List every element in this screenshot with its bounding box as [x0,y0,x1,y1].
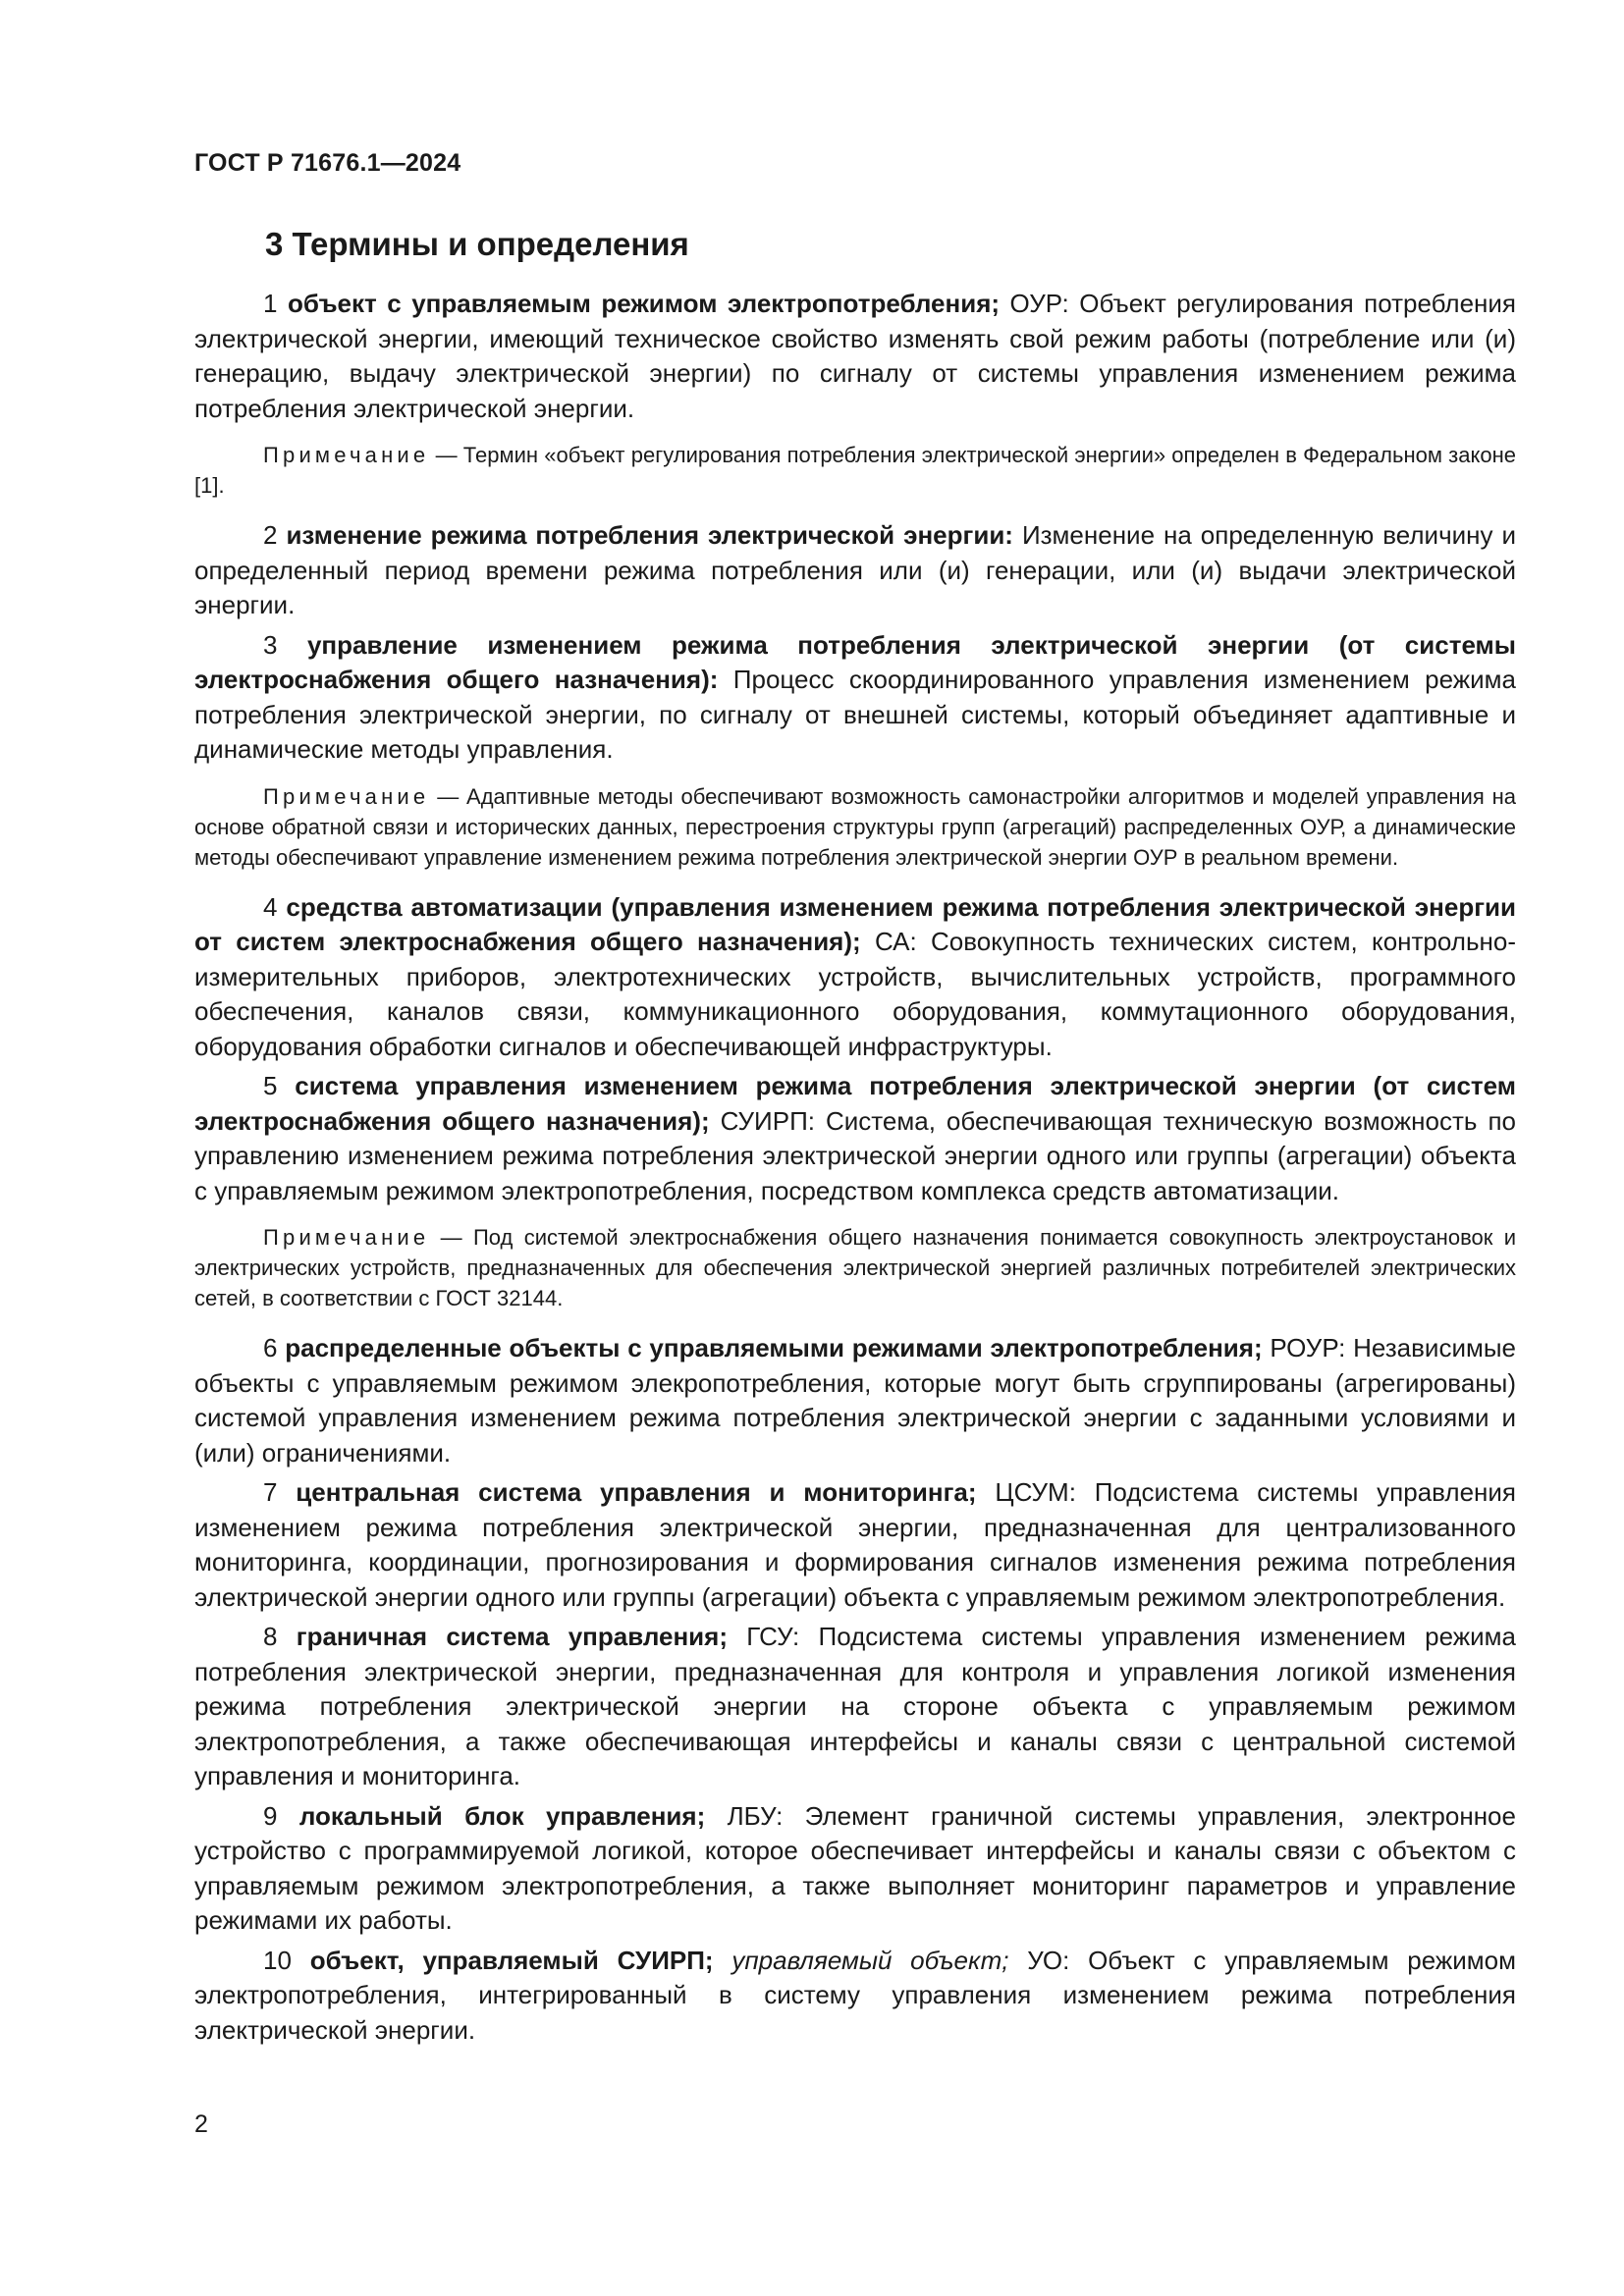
term-text: ОУР: Объект регулирования потребления электрической энергии, имеющий техническое свойство изменять свой режим работы (потребление или (и) генерацию, выдачу электрической энергии) по сигналу от системы управления изменением режима потребления электрической энергии. [194,289,1516,423]
term-text: РОУР: Независимые объекты с управляемым режимом элекропотребления, которые могут быть сгруппированы (агрегированы) системой управления изменением режима потребления электрической энергии с заданными условиями и (или) ограничениями. [194,1333,1516,1468]
term-number: 3 [263,629,278,660]
page-number: 2 [194,2110,208,2138]
term-text: СУИРП: Система, обеспечивающая техническую возможность по управлению изменением режима потребления электрической энергии одного или группы (агрегации) объекта с управляемым режимом электропотребления, посредством комплекса средств автоматизации. [194,1105,1516,1205]
term-definition-4 [194,890,1516,1065]
term-name: управление изменением режима потребления электрической энергии (от системы электроснабжения общего назначения): [194,629,1516,694]
note [194,781,1516,873]
term-definition-6 [194,1331,1516,1470]
term-text: ЛБУ: Элемент граничной системы управления, электронное устройство с программируемой логикой, которое обеспечивает интерфейсы и каналы связи с объектом с управляемым режимом электропотребления, а также выполняет мониторинг параметров и управление режимами их работы. [194,1800,1516,1935]
term-definition-10 [194,1944,1516,2049]
term-name: система управления изменением режима потребления электрической энергии (от систем электроснабжения общего назначения); [194,1071,1516,1136]
term-number: 5 [263,1071,278,1100]
note-label: Примечание [263,443,430,467]
term-definition-2 [194,518,1516,623]
term-name: граничная система управления; [296,1622,728,1651]
note-label: Примечание [263,783,430,809]
term-number: 1 [263,289,278,318]
document-code: ГОСТ Р 71676.1—2024 [194,149,461,177]
term-name: центральная система управления и мониторинга; [296,1477,977,1507]
note-text: — Термин «объект регулирования потребления электрической энергии» определен в Федеральном законе [1]. [194,443,1516,498]
term-synonym: управляемый объект; [713,1945,1009,1975]
term-definition-1 [194,287,1516,426]
term-name: изменение режима потребления электрической энергии: [286,520,1013,550]
term-definition-8 [194,1620,1516,1794]
term-number: 6 [263,1333,278,1362]
term-text: Процесс скоординированного управления изменением режима потребления электрической энергии, по сигналу от внешней системы, который объединяет адаптивные и динамические методы управления. [194,665,1516,764]
note [194,440,1516,501]
note-label: Примечание [263,1225,430,1250]
document-body [194,287,1516,2053]
note-text: — Адаптивные методы обеспечивают возможность самонастройки алгоритмов и моделей управления на основе обратной связи и исторических данных, перестроения структуры групп (агрегаций) распределенных ОУР, а динамические методы обеспечивают управление изменением режима потребления электрической энергии ОУР в реальном времени. [194,783,1516,870]
term-number: 10 [263,1945,292,1975]
term-text: СА: Совокупность технических систем, контрольно-измерительных приборов, электротехнических устройств, вычислительных устройств, программного обеспечения, каналов связи, коммуникационного оборудования, коммутационного оборудования, оборудования обработки сигналов и обеспечивающей инфраструктуры. [194,927,1516,1061]
section-title: 3 Термины и определения [265,226,689,262]
term-definition-7 [194,1475,1516,1615]
term-number: 4 [263,891,278,922]
term-text: ЦСУМ: Подсистема системы управления изменением режима потребления электрической энергии, предназначенная для централизованного мониторинга, координации, прогнозирования и формирования сигналов изменения режима потребления электрической энергии одного или группы (агрегации) объекта с управляемым режимом электропотребления. [194,1477,1516,1612]
note-text: — Под системой электроснабжения общего назначения понимается совокупность электроустановок и электрических устройств, предназначенных для обеспечения электрической энергией различных потребителей электрических сетей, в соответствии с ГОСТ 32144. [194,1225,1516,1310]
term-definition-9 [194,1799,1516,1939]
term-text: Изменение на определенную величину и определенный период времени режима потребления или (и) генерации, или (и) выдачи электрической энергии. [194,520,1517,619]
term-number: 2 [263,520,278,550]
term-name: распределенные объекты с управляемыми режимами электропотребления; [285,1333,1263,1362]
term-name: средства автоматизации (управления изменением режима потребления электрической энергии от систем электроснабжения общего назначения); [194,891,1516,956]
term-definition-3 [194,628,1516,768]
term-number: 9 [263,1800,278,1831]
note [194,1222,1516,1313]
term-number: 8 [263,1622,278,1651]
term-text: УО: Объект с управляемым режимом электропотребления, интегрированный в систему управления изменением режима потребления электрической энергии. [194,1945,1516,2045]
term-text: ГСУ: Подсистема системы управления изменением режима потребления электрической энергии, предназначенная для контроля и управления логикой изменения режима потребления электрической энергии на стороне объекта с управляемым режимом электропотребления, а также обеспечивающая интерфейсы и каналы связи с центральной системой управления и мониторинга. [194,1622,1516,1790]
term-name: объект, управляемый СУИРП; [309,1945,714,1975]
term-number: 7 [263,1477,278,1507]
term-name: объект с управляемым режимом электропотребления; [287,289,1001,318]
term-name: локальный блок управления; [298,1800,706,1831]
term-definition-5 [194,1069,1516,1208]
